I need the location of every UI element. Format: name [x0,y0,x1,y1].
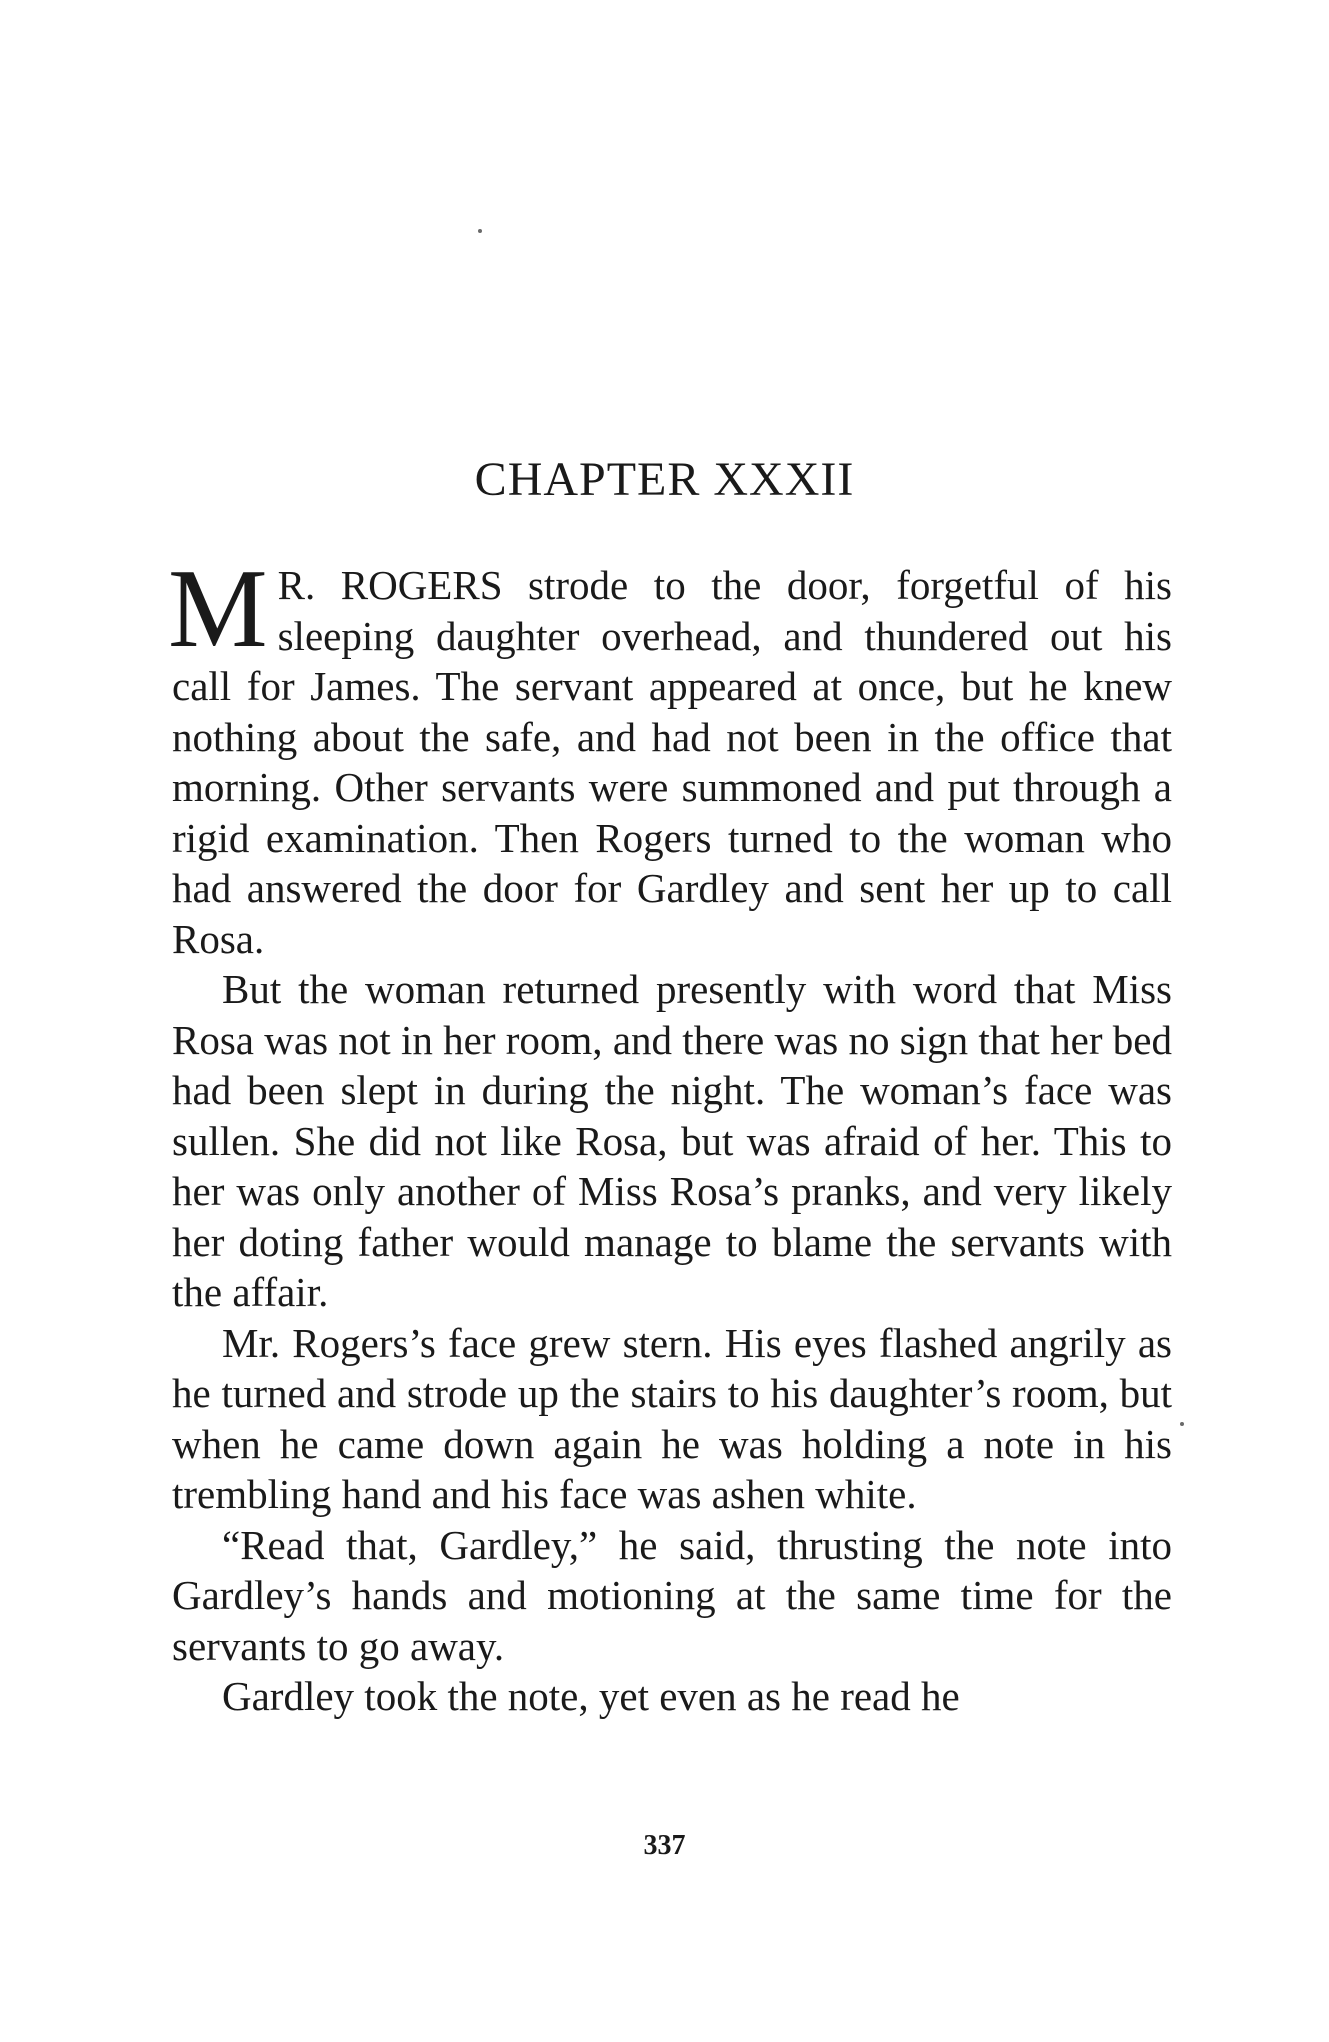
paragraph-text: R. ROGERS strode to the door, forgetful of his sleeping daughter overhead, and thundered out his call for James. The servant appeared at once, but he knew nothing about the safe, and had not been in the office that morning. Other servants were summoned and put through a rigid examination. Then Rogers turned to the woman who had answered the door for Gardley and sent her up to call Rosa. [172,562,1172,962]
paragraph: Mr. Rogers’s face grew stern. His eyes flashed angrily as he turned and strode up the stairs to his daughter’s room, but when he came down again he was holding a note in his trembling hand and his face was ashen white. [172,1319,1172,1517]
chapter-title: CHAPTER XXXII [474,453,855,506]
paper-speck [1180,1422,1184,1426]
paragraph: Gardley took the note, yet even as he read he [222,1673,960,1719]
paper-speck [478,229,482,233]
drop-cap: M [168,547,268,671]
paragraph [168,547,1172,964]
page-number: 337 [643,1830,686,1861]
paragraph: But the woman returned presently with word that Miss Rosa was not in her room, and there was no sign that her bed had been slept in during the night. The woman’s face was sullen. She did not like Rosa, but was afraid of her. This to her was only another of Miss Rosa’s pranks, and very likely her doting father would manage to blame the servants with the affair. [172,966,1172,1315]
paragraph: “Read that, Gardley,” he said, thrusting the note into Gardley’s hands and motioning at the same time for the servants to go away. [172,1521,1172,1669]
body-text [168,547,1172,1722]
